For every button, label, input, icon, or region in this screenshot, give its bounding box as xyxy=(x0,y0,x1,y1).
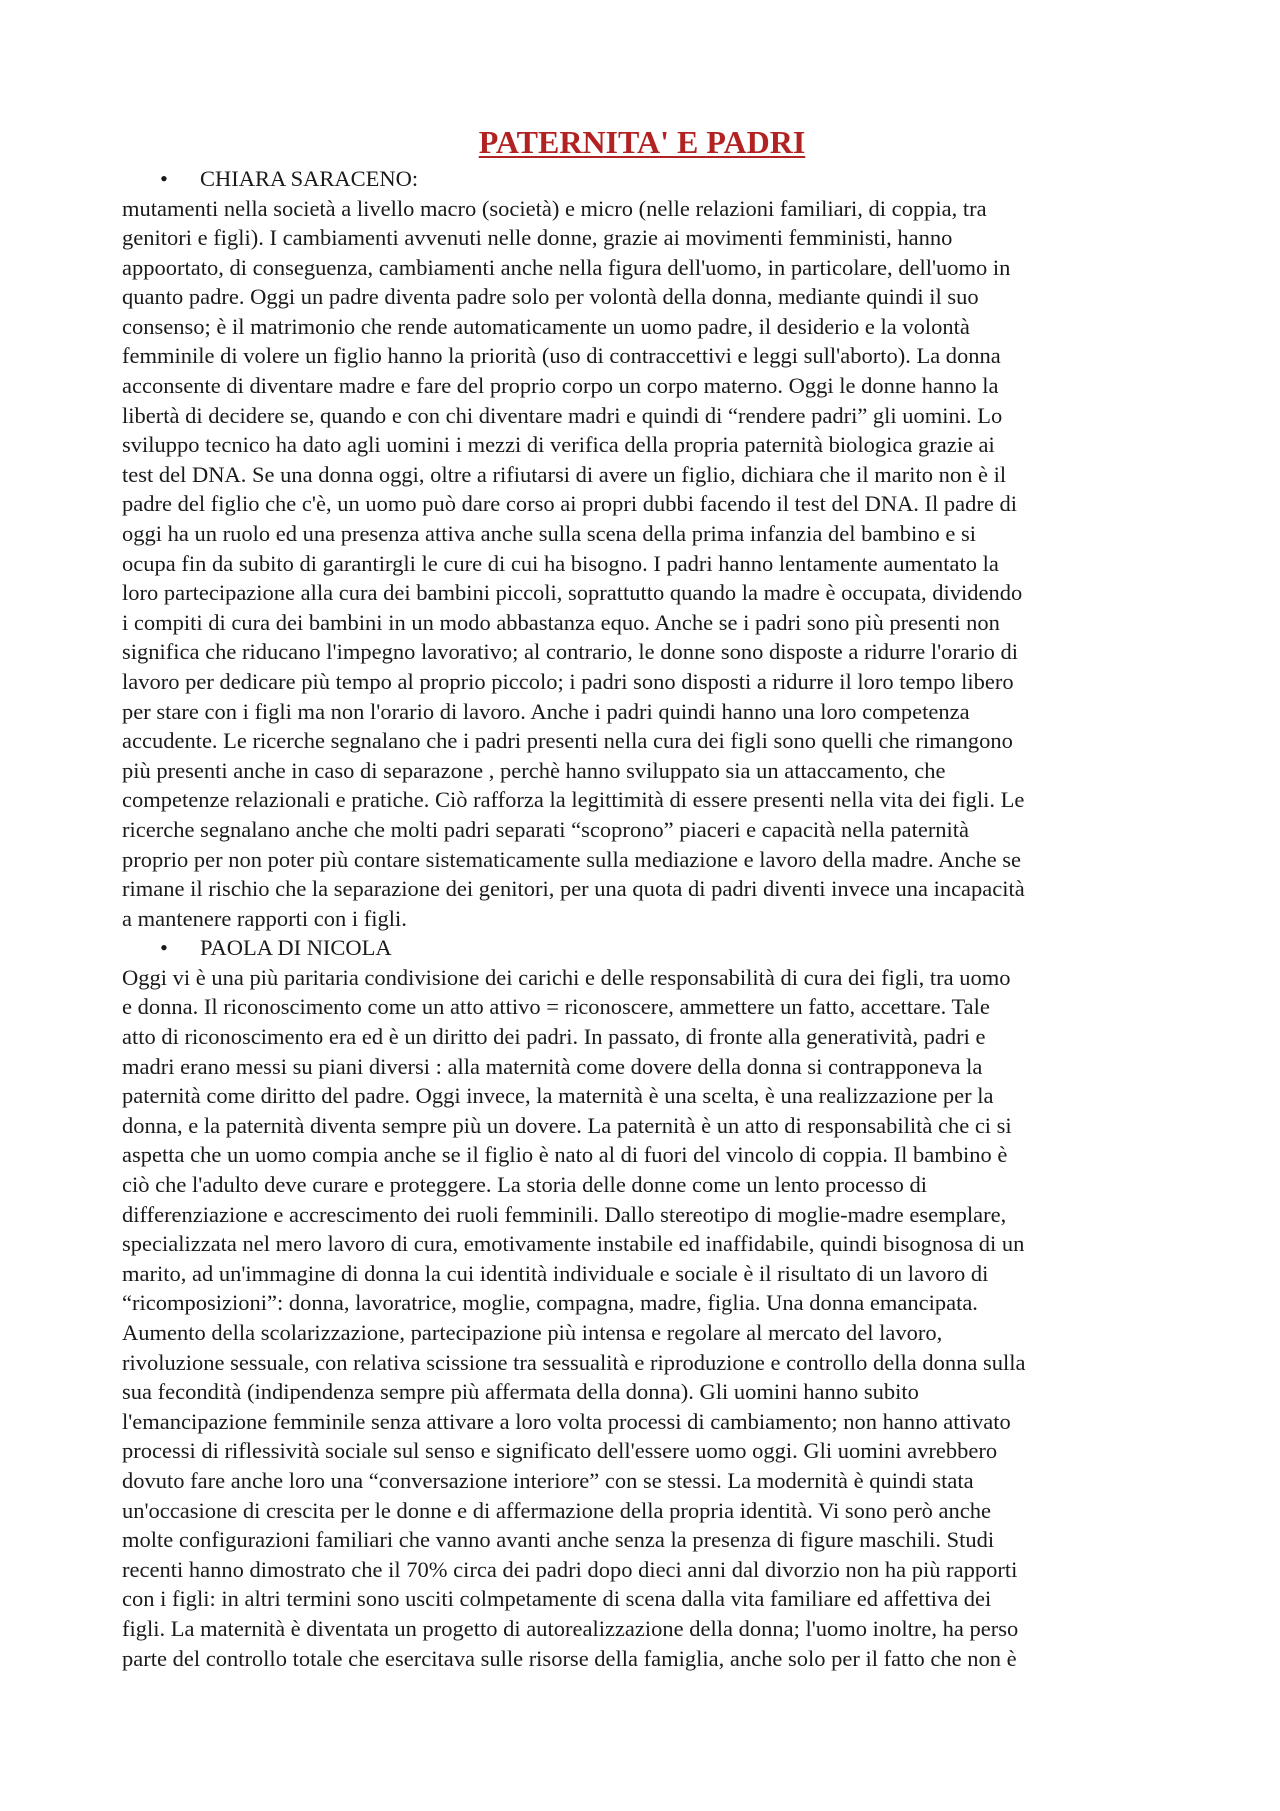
section-body-di-nicola: Oggi vi è una più paritaria condivisione dei carichi e delle responsabilità di cura dei figli, tra uomo e donna. Il riconoscimento come un atto attivo = riconoscere, ammettere un fatto, accettare. Tale atto di riconoscimento era ed è un diritto dei padri. In passato, di fronte alla generatività, padri e madri erano messi su piani diversi : alla maternità come dovere della donna si contrapponeva la paternità come diritto del padre. Oggi invece, la maternità è una scelta, è una realizzazione per la donna, e la paternità diventa sempre più un dovere. La paternità è un atto di responsabilità che ci si aspetta che un uomo compia anche se il figlio è nato al di fuori del vincolo di coppia. Il bambino è ciò che l'adulto deve curare e proteggere. La storia delle donne come un lento processo di differenziazione e accrescimento dei ruoli femminili. Dallo stereotipo di moglie-madre esemplare, specializzata nel mero lavoro di cura, emotivamente instabile ed inaffidabile, quindi bisognosa di un marito, ad un'immagine di donna la cui identità individuale e sociale è il risultato di un lavoro di “ricomposizioni”: donna, lavoratrice, moglie, compagna, madre, figlia. Una donna emancipata. Aumento della scolarizzazione, partecipazione più intensa e regolare al mercato del lavoro, rivoluzione sessuale, con relativa scissione tra sessualità e riproduzione e controllo della donna sulla sua fecondità (indipendenza sempre più affermata della donna). Gli uomini hanno subito l'emancipazione femminile senza attivare a loro volta processi di cambiamento; non hanno attivato processi di riflessività sociale sul senso e significato dell'essere uomo oggi. Gli uomini avrebbero dovuto fare anche loro una “conversazione interiore” con se stessi. La modernità è quindi stata un'occasione di crescita per le donne e di affermazione della propria identità. Vi sono però anche molte configurazioni familiari che vanno avanti anche senza la presenza di figure maschili. Studi recenti hanno dimostrato che il 70% circa dei padri dopo dieci anni dal divorzio non ha più rapporti con i figli: in altri termini sono usciti colmpetamente di scena dalla vita familiare ed affettiva dei figli. La maternità è diventata un progetto di autorealizzazione della donna; l'uomo inoltre, ha perso parte del controllo totale che esercitava sulle risorse della famiglia, anche solo per il fatto che non è xyxy=(122,964,1026,1671)
section-heading-di-nicola xyxy=(122,933,1162,963)
section-heading-text: PAOLA DI NICOLA xyxy=(200,935,392,961)
page-title: PATERNITA' E PADRI xyxy=(478,124,806,160)
section-heading-text: CHIARA SARACENO: xyxy=(200,166,419,191)
document-page xyxy=(122,120,1162,1673)
bullet-icon: • xyxy=(160,166,168,191)
bullet-icon: • xyxy=(160,935,168,961)
section-body-saraceno: mutamenti nella società a livello macro (società) e micro (nelle relazioni familiari, di coppia, tra genitori e figli). I cambiamenti avvenuti nelle donne, grazie ai movimenti femministi, hanno appoortato, di conseguenza, cambiamenti anche nella figura dell'uomo, in particolare, dell'uomo in quanto padre. Oggi un padre diventa padre solo per volontà della donna, mediante quindi il suo consenso; è il matrimonio che rende automaticamente un uomo padre, il desiderio e la volontà femminile di volere un figlio hanno la priorità (uso di contraccettivi e leggi sull'aborto). La donna acconsente di diventare madre e fare del proprio corpo un corpo materno. Oggi le donne hanno la libertà di decidere se, quando e con chi diventare madri e quindi di “rendere padri” gli uomini. Lo sviluppo tecnico ha dato agli uomini i mezzi di verifica della propria paternità biologica grazie ai test del DNA. Se una donna oggi, oltre a rifiutarsi di avere un figlio, dichiara che il marito non è il padre del figlio che c'è, un uomo può dare corso ai propri dubbi facendo il test del DNA. Il padre di oggi ha un ruolo ed una presenza attiva anche sulla scena della prima infanzia del bambino e si ocupa fin da subito di garantirgli le cure di cui ha bisogno. I padri hanno lentamente aumentato la loro partecipazione alla cura dei bambini piccoli, soprattutto quando la madre è occupata, dividendo i compiti di cura dei bambini in un modo abbastanza equo. Anche se i padri sono più presenti non significa che riducano l'impegno lavorativo; al contrario, le donne sono disposte a ridurre l'orario di lavoro per dedicare più tempo al proprio piccolo; i padri sono disposti a ridurre il loro tempo libero per stare con i figli ma non l'orario di lavoro. Anche i padri quindi hanno una loro competenza accudente. Le ricerche segnalano che i padri presenti nella cura dei figli sono quelli che rimangono più presenti anche in caso di separazone , perchè hanno sviluppato sia un attaccamento, che competenze relazionali e pratiche. Ciò rafforza la legittimità di essere presenti nella vita dei figli. Le ricerche segnalano anche che molti padri separati “scoprono” piaceri e capacità nella paternità proprio per non poter più contare sistematicamente sulla mediazione e lavoro della madre. Anche se rimane il rischio che la separazione dei genitori, per una quota di padri diventi invece una incapacità a mantenere rapporti con i figli. xyxy=(122,195,1025,931)
section-heading-saraceno xyxy=(122,164,1162,194)
